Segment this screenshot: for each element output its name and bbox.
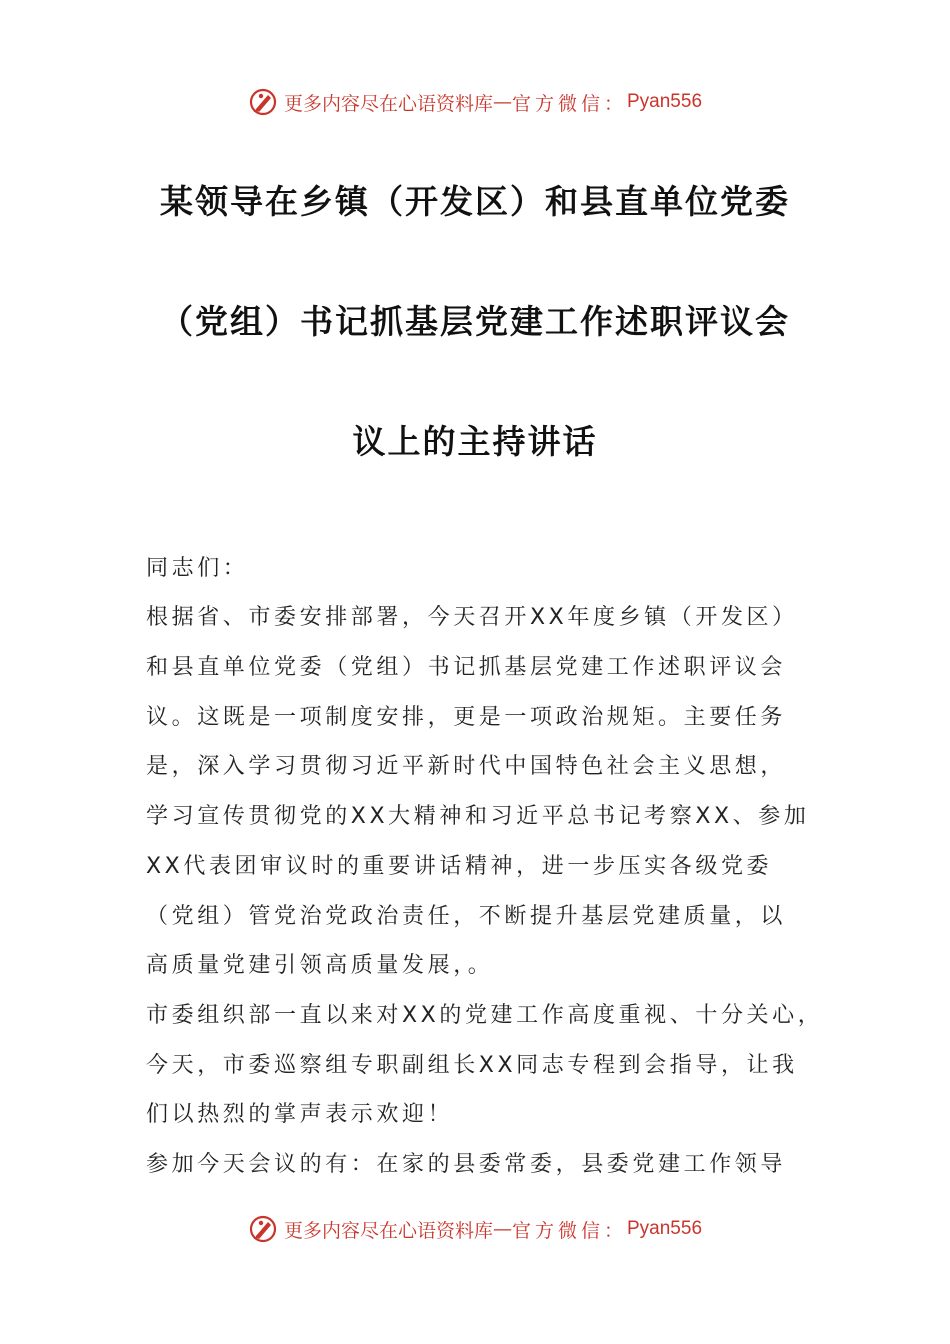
header-watermark bbox=[0, 82, 950, 122]
body-line: 同志们： bbox=[146, 556, 249, 581]
document-title-line-2: （党组）书记抓基层党建工作述职评议会 bbox=[160, 302, 790, 341]
watermark-brand-text: 更多内容尽在心语资料库 bbox=[283, 92, 493, 115]
pen-circle-logo-icon bbox=[248, 1214, 278, 1244]
watermark-wechat-label: 官方微信： bbox=[511, 92, 627, 115]
document-title-line-3: 议上的主持讲话 bbox=[352, 422, 598, 461]
body-line: 高质量党建引领高质量发展，。 bbox=[146, 953, 494, 978]
watermark-dash: — bbox=[492, 91, 512, 113]
pen-circle-logo-icon bbox=[248, 87, 278, 117]
watermark-wechat-label: 官方微信： bbox=[511, 1219, 627, 1242]
body-line: 和县直单位党委（党组）书记抓基层党建工作述职评议会 bbox=[146, 655, 787, 680]
body-line: 参加今天会议的有：在家的县委常委，县委党建工作领导 bbox=[146, 1152, 787, 1177]
body-line: 们以热烈的掌声表示欢迎！ bbox=[146, 1102, 454, 1127]
footer-watermark bbox=[0, 1209, 950, 1249]
body-line: 今天，市委巡察组专职副组长XX同志专程到会指导，让我 bbox=[146, 1053, 798, 1078]
body-line: XX代表团审议时的重要讲话精神，进一步压实各级党委 bbox=[146, 854, 773, 879]
body-line: （党组）管党治党政治责任，不断提升基层党建质量，以 bbox=[146, 904, 787, 929]
document-body bbox=[146, 544, 826, 1184]
body-line: 议。这既是一项制度安排，更是一项政治规矩。主要任务 bbox=[146, 705, 787, 730]
body-line: 根据省、市委安排部署，今天召开XX年度乡镇（开发区） bbox=[146, 605, 798, 630]
body-line: 市委组织部一直以来对XX的党建工作高度重视、十分关心， bbox=[146, 1003, 824, 1028]
document-title-line-1: 某领导在乡镇（开发区）和县直单位党委 bbox=[160, 182, 790, 221]
watermark-brand-text: 更多内容尽在心语资料库 bbox=[283, 1219, 493, 1242]
body-line: 学习宣传贯彻党的XX大精神和习近平总书记考察XX、参加 bbox=[146, 804, 810, 829]
watermark-wechat-id: Pyan556 bbox=[627, 91, 703, 112]
watermark-wechat-id: Pyan556 bbox=[627, 1218, 703, 1239]
body-line: 是，深入学习贯彻习近平新时代中国特色社会主义思想， bbox=[146, 754, 787, 779]
watermark-dash: — bbox=[492, 1218, 512, 1240]
